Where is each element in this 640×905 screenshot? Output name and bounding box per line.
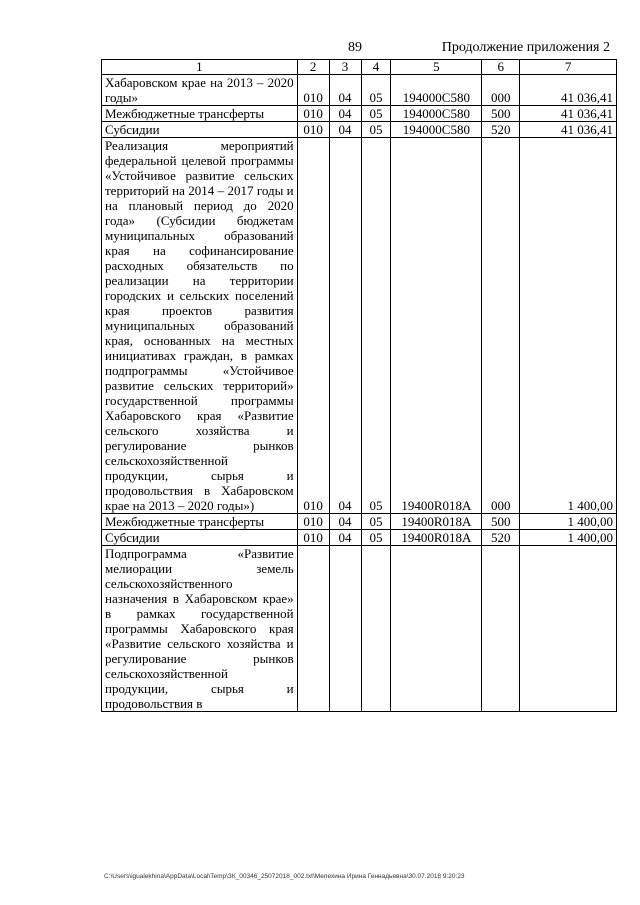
cell-amount: 41 036,41 [520, 106, 617, 122]
table-row [102, 546, 617, 712]
cell-target-code: 19400R018A [391, 530, 482, 546]
table-row [102, 75, 617, 106]
table-row [102, 138, 617, 514]
cell-ministry: 010 [297, 106, 329, 122]
cell-amount: 1 400,00 [520, 514, 617, 530]
cell-subsection: 05 [361, 514, 391, 530]
column-header: 6 [482, 60, 520, 75]
column-header: 7 [520, 60, 617, 75]
cell-subsection: 05 [361, 530, 391, 546]
appendix-continuation-title: Продолжение приложения 2 [441, 40, 610, 55]
row-name: Межбюджетные трансферты [102, 106, 298, 122]
cell-subsection: 05 [361, 106, 391, 122]
cell-expense-type: 520 [482, 530, 520, 546]
cell-ministry: 010 [297, 514, 329, 530]
row-name: Субсидии [102, 530, 298, 546]
cell-ministry: 010 [297, 138, 329, 514]
column-header: 5 [391, 60, 482, 75]
budget-table [101, 59, 617, 712]
row-name: Реализация мероприятий федеральной целевой программы «Устойчивое развитие сельских территорий на 2014 – 2017 годы и на плановый период до 2020 года» (Субсидии бюджетам муниципальных образований края на софинансирование расходных обязательств по реализации на территории городских и сельских поселений края проектов развития муниципальных образований края, основанных на местных инициативах граждан, в рамках подпрограммы «Устойчивое развитие сельских территорий» государственной программы Хабаровского края «Развитие сельского хозяйства и регулирование рынков сельскохозяйственной продукции, сырья и продовольствия в Хабаровском крае на 2013 – 2020 годы») [102, 138, 298, 514]
cell-ministry: 010 [297, 75, 329, 106]
table-header-row [102, 60, 617, 75]
cell-amount: 41 036,41 [520, 75, 617, 106]
cell-amount: 1 400,00 [520, 530, 617, 546]
cell-expense-type: 500 [482, 106, 520, 122]
cell-subsection: 05 [361, 122, 391, 138]
cell-target-code: 19400R018A [391, 138, 482, 514]
column-header: 3 [329, 60, 361, 75]
cell-section: 04 [329, 514, 361, 530]
row-name: Межбюджетные трансферты [102, 514, 298, 530]
cell-expense-type: 520 [482, 122, 520, 138]
table-row [102, 106, 617, 122]
column-header: 4 [361, 60, 391, 75]
cell-expense-type: 000 [482, 75, 520, 106]
row-name: Хабаровском крае на 2013 – 2020 годы» [102, 75, 298, 106]
cell-amount [520, 546, 617, 712]
cell-amount: 41 036,41 [520, 122, 617, 138]
table-row [102, 530, 617, 546]
page-number: 89 [348, 40, 362, 55]
cell-target-code: 194000С580 [391, 75, 482, 106]
cell-section: 04 [329, 530, 361, 546]
table-row [102, 122, 617, 138]
cell-target-code: 194000С580 [391, 122, 482, 138]
cell-ministry: 010 [297, 530, 329, 546]
table-row [102, 514, 617, 530]
cell-expense-type [482, 546, 520, 712]
row-name: Субсидии [102, 122, 298, 138]
file-path-footer: C:\Users\igualekhina\AppData\Local\Temp\ЗК_00346_25072018_002.txt\Мелехина Ирина Геннадьевна\30.07.2018 9:20:23 [104, 873, 465, 880]
cell-expense-type: 500 [482, 514, 520, 530]
cell-expense-type: 000 [482, 138, 520, 514]
column-header: 2 [297, 60, 329, 75]
row-name: Подпрограмма «Развитие мелиорации земель сельскохозяйственного назначения в Хабаровском крае» в рамках государственной программы Хабаровского края «Развитие сельского хозяйства и регулирование рынков сельскохозяйственной продукции, сырья и продовольствия в [102, 546, 298, 712]
cell-target-code [391, 546, 482, 712]
cell-subsection: 05 [361, 75, 391, 106]
cell-target-code: 194000С580 [391, 106, 482, 122]
cell-ministry: 010 [297, 122, 329, 138]
column-header: 1 [102, 60, 298, 75]
cell-section [329, 546, 361, 712]
cell-ministry [297, 546, 329, 712]
cell-section: 04 [329, 75, 361, 106]
cell-amount: 1 400,00 [520, 138, 617, 514]
cell-target-code: 19400R018A [391, 514, 482, 530]
cell-section: 04 [329, 106, 361, 122]
cell-subsection: 05 [361, 138, 391, 514]
cell-section: 04 [329, 122, 361, 138]
cell-subsection [361, 546, 391, 712]
cell-section: 04 [329, 138, 361, 514]
